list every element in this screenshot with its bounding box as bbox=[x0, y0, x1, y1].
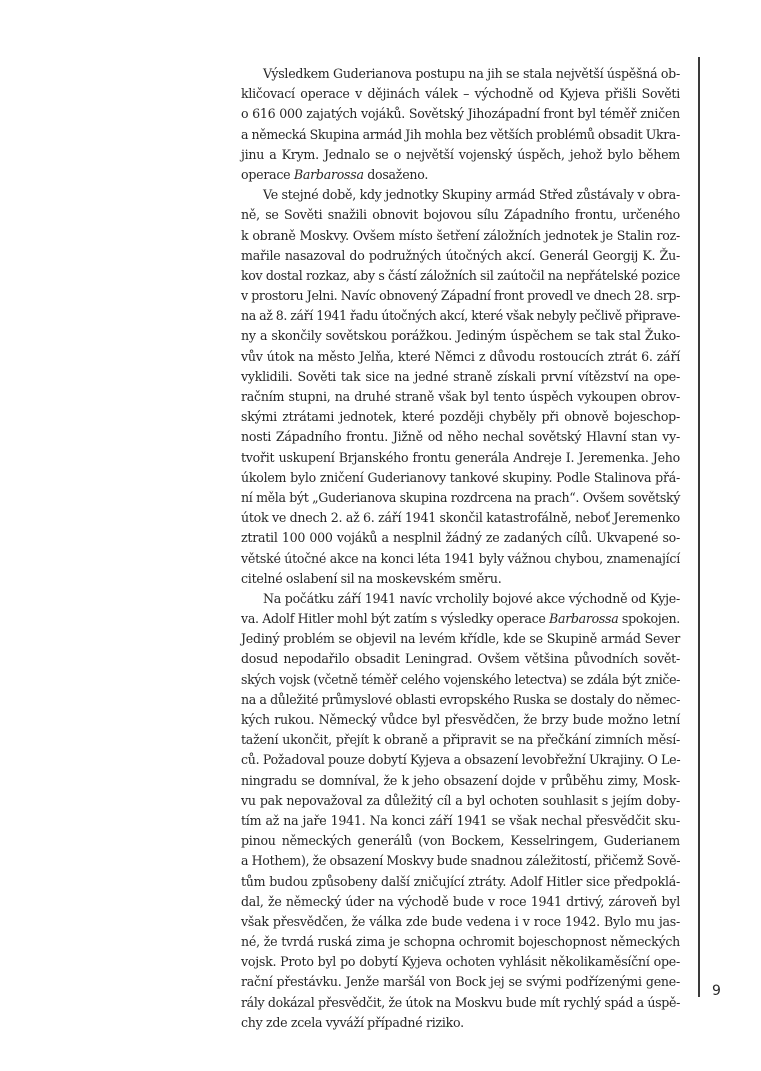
text-line bbox=[241, 629, 680, 649]
text-line bbox=[241, 367, 680, 387]
text-run: dal, že německý úder na východě bude v roce 1941 drtivý, zároveň byl bbox=[241, 893, 680, 909]
text-run: mařile nasazoval do podružných útočných akcí. Generál Georgij K. Žu- bbox=[241, 247, 680, 263]
text-run: dosaženo. bbox=[363, 166, 429, 182]
text-run: úkolem bylo zničení Guderianovy tankové skupiny. Podle Stalinova přá- bbox=[241, 469, 680, 485]
text-run: Jediný problém se objevil na levém křídle, kde se Skupině armád Sever bbox=[241, 631, 680, 647]
text-line bbox=[241, 993, 680, 1013]
text-line bbox=[241, 246, 680, 266]
text-line bbox=[241, 872, 680, 892]
italic-term: Barbarossa bbox=[293, 166, 364, 182]
text-line bbox=[241, 690, 680, 710]
text-line bbox=[241, 609, 680, 629]
text-line bbox=[241, 972, 680, 992]
text-run: vyklidili. Sověti tak sice na jedné straně získali první vítězství na ope- bbox=[241, 368, 680, 384]
text-run: dosud nepodařilo obsadit Leningrad. Ovšem většina původních sovět- bbox=[241, 651, 680, 667]
text-run: citelné oslabení sil na moskevském směru. bbox=[241, 570, 502, 586]
text-run: kličovací operace v dějinách válek – východně od Kyjeva přišli Sověti bbox=[241, 86, 680, 102]
text-line bbox=[241, 649, 680, 669]
text-run: větské útočné akce na konci léta 1941 byly vážnou chybou, znamenající bbox=[241, 550, 680, 566]
text-run: útok ve dnech 2. až 6. září 1941 skončil katastrofálně, neboť Jeremenko bbox=[241, 510, 680, 526]
text-run: ny a skončily sovětskou porážkou. Jediným úspěchem se tak stal Žuko- bbox=[241, 328, 680, 344]
text-line bbox=[241, 448, 680, 468]
text-line bbox=[241, 387, 680, 407]
text-run: na až 8. září 1941 řadu útočných akcí, které však nebyly pečlivě připrave- bbox=[241, 308, 680, 324]
text-line bbox=[241, 1013, 680, 1033]
text-run: o 616 000 zajatých vojáků. Sovětský Jihozápadní front byl téměř zničen bbox=[241, 106, 680, 122]
text-line bbox=[241, 407, 680, 427]
paragraph bbox=[241, 589, 680, 1033]
text-line bbox=[241, 347, 680, 367]
text-run: va. Adolf Hitler mohl být zatím s výsledky operace bbox=[241, 611, 550, 627]
page-number: 9 bbox=[712, 983, 721, 999]
text-run: chy zde zcela vyváží případné riziko. bbox=[241, 1014, 464, 1030]
text-run: rační přestávku. Jenže maršál von Bock jej se svými podřízenými gene- bbox=[241, 974, 680, 990]
text-line bbox=[241, 892, 680, 912]
text-run: operace bbox=[241, 166, 294, 182]
text-run: račním stupni, na druhé straně však byl tento úspěch vykoupen obrov- bbox=[241, 389, 680, 404]
text-run: vojsk. Proto byl po dobytí Kyjeva ochoten vyhlásit několikaměsíční ope- bbox=[241, 954, 680, 970]
text-line bbox=[241, 912, 680, 932]
text-line bbox=[241, 952, 680, 972]
text-run: tvořit uskupení Brjanského frontu generála Andreje I. Jeremenka. Jeho bbox=[241, 449, 680, 465]
text-line bbox=[241, 831, 680, 851]
text-line bbox=[241, 710, 680, 730]
text-line bbox=[241, 104, 680, 124]
text-run: tažení ukončit, přejít k obraně a připravit se na přečkání zimních měsí- bbox=[241, 732, 680, 748]
text-line bbox=[241, 286, 680, 306]
text-line bbox=[241, 771, 680, 791]
text-run: né, že tvrdá ruská zima je schopna ochromit bojeschopnost německých bbox=[241, 934, 680, 950]
text-line bbox=[241, 226, 680, 246]
text-line bbox=[241, 326, 680, 346]
text-run: vu pak nepovažoval za důležitý cíl a byl ochoten souhlasit s jejím doby- bbox=[241, 792, 680, 808]
text-run: jinu a Krym. Jednalo se o největší vojenský úspěch, jehož bylo během bbox=[241, 146, 680, 162]
text-line bbox=[241, 64, 680, 84]
text-run: a Hothem), že obsazení Moskvy bude snadnou záležitostí, přičemž Sově- bbox=[241, 853, 681, 869]
text-run: k obraně Moskvy. Ovšem místo šetření záložních jednotek je Stalin roz- bbox=[241, 227, 680, 243]
text-line bbox=[241, 165, 680, 185]
text-run: a německá Skupina armád Jih mohla bez větších problémů obsadit Ukra- bbox=[241, 126, 680, 142]
text-run: vův útok na město Jelňa, které Němci z důvodu rostoucích ztrát 6. září bbox=[241, 348, 680, 364]
text-line bbox=[241, 266, 680, 286]
text-line bbox=[241, 932, 680, 952]
text-run: Na počátku září 1941 navíc vrcholily bojové akce východně od Kyje- bbox=[263, 590, 680, 606]
margin-rule bbox=[698, 57, 700, 997]
text-run: tím až na jaře 1941. Na konci září 1941 se však nechal přesvědčit sku- bbox=[241, 812, 680, 828]
text-line bbox=[241, 145, 680, 165]
text-run: Ve stejné době, kdy jednotky Skupiny armád Střed zůstávaly v obra- bbox=[263, 187, 680, 203]
text-line bbox=[241, 791, 680, 811]
text-run: ců. Požadoval pouze dobytí Kyjeva a obsazení levobřežní Ukrajiny. O Le- bbox=[241, 752, 681, 768]
text-line bbox=[241, 468, 680, 488]
text-line bbox=[241, 205, 680, 225]
text-run: ských vojsk (včetně téměř celého vojenského letectva) se zdála být zniče- bbox=[241, 671, 680, 687]
text-line bbox=[241, 488, 680, 508]
text-run: nosti Západního frontu. Jižně od něho nechal sovětský Hlavní stan vy- bbox=[241, 429, 680, 445]
text-line bbox=[241, 125, 680, 145]
text-line bbox=[241, 569, 680, 589]
text-line bbox=[241, 508, 680, 528]
text-line bbox=[241, 851, 680, 871]
text-run: ní měla být „Guderianova skupina rozdrcena na prach“. Ovšem sovětský bbox=[241, 489, 680, 505]
text-line bbox=[241, 306, 680, 326]
text-line bbox=[241, 427, 680, 447]
body-text bbox=[241, 64, 680, 1033]
text-line bbox=[241, 84, 680, 104]
text-line bbox=[241, 811, 680, 831]
text-line bbox=[241, 549, 680, 569]
text-run: pinou německých generálů (von Bockem, Kesselringem, Guderianem bbox=[241, 833, 680, 849]
text-run: na a důležité průmyslové oblasti evropského Ruska se dostaly do němec- bbox=[241, 691, 680, 707]
text-run: v prostoru Jelni. Navíc obnovený Západní front provedl ve dnech 28. srp- bbox=[241, 288, 680, 304]
text-run: ně, se Sověti snažili obnovit bojovou sílu Západního frontu, určeného bbox=[241, 207, 680, 223]
italic-term: Barbarossa bbox=[549, 611, 619, 627]
text-run: rály dokázal přesvědčit, že útok na Moskvu bude mít rychlý spád a úspě- bbox=[241, 994, 680, 1010]
text-run: kov dostal rozkaz, aby s částí záložních sil zaútočil na nepřátelské pozice bbox=[241, 267, 680, 283]
text-line bbox=[241, 750, 680, 770]
text-run: skými ztrátami jednotek, které později chyběly při obnově bojeschop- bbox=[241, 409, 680, 425]
text-line bbox=[241, 589, 680, 609]
text-run: kých rukou. Německý vůdce byl přesvědčen, že brzy bude možno letní bbox=[241, 712, 680, 727]
text-line bbox=[241, 185, 680, 205]
text-run: tům budou způsobeny další zničující ztráty. Adolf Hitler sice předpoklá- bbox=[241, 873, 680, 889]
text-run: však přesvědčen, že válka zde bude vedena i v roce 1942. Bylo mu jas- bbox=[241, 913, 680, 929]
text-run: ztratil 100 000 vojáků a nesplnil žádný ze zadaných cílů. Ukvapené so- bbox=[241, 530, 680, 546]
text-run: Výsledkem Guderianova postupu na jih se stala největší úspěšná ob- bbox=[263, 66, 680, 81]
text-line bbox=[241, 528, 680, 548]
text-line bbox=[241, 730, 680, 750]
text-line bbox=[241, 670, 680, 690]
paragraph bbox=[241, 64, 680, 185]
paragraph bbox=[241, 185, 680, 589]
text-run: spokojen. bbox=[618, 611, 680, 627]
text-run: ningradu se domníval, že k jeho obsazení dojde v průběhu zimy, Mosk- bbox=[241, 772, 680, 788]
